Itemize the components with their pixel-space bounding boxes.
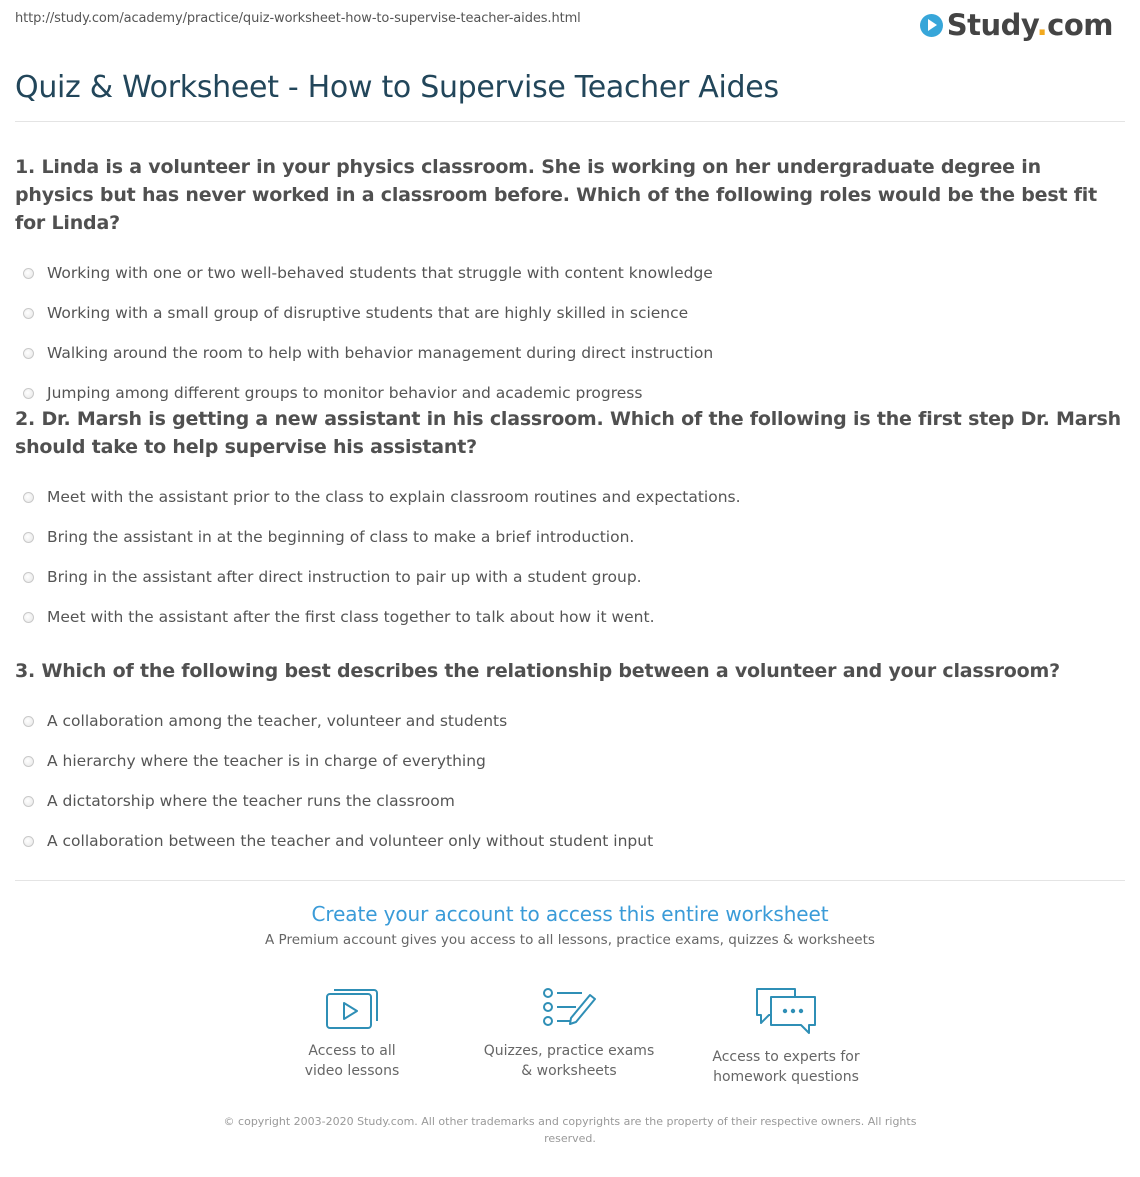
answer-option[interactable]: [15, 477, 1125, 517]
answer-label: Meet with the assistant after the first class together to talk about how it went.: [47, 608, 655, 626]
answer-option[interactable]: [15, 517, 1125, 557]
answer-label: Working with a small group of disruptive students that are highly skilled in science: [47, 304, 689, 322]
answer-option[interactable]: [15, 557, 1125, 597]
create-account-section: [15, 902, 1125, 948]
radio-button-icon[interactable]: [23, 268, 34, 279]
title-divider: [15, 121, 1125, 122]
answer-label: Jumping among different groups to monitor behavior and academic progress: [47, 384, 643, 402]
premium-description: A Premium account gives you access to all lessons, practice exams, quizzes & worksheets: [265, 932, 875, 948]
question-1: [15, 153, 1125, 413]
answer-option[interactable]: [15, 597, 1125, 637]
feature-experts: [686, 985, 886, 1087]
feature-label: Access to all video lessons: [304, 1043, 400, 1079]
create-account-link[interactable]: Create your account to access this entire worksheet: [311, 902, 829, 926]
question-2: [15, 405, 1125, 637]
radio-button-icon[interactable]: [23, 572, 34, 583]
answer-label: A dictatorship where the teacher runs the classroom: [47, 792, 455, 810]
answer-option[interactable]: [15, 701, 1125, 741]
answer-list: [15, 253, 1125, 413]
answer-label: Bring the assistant in at the beginning of class to make a brief introduction.: [47, 528, 635, 546]
answer-label: A collaboration between the teacher and volunteer only without student input: [47, 832, 654, 850]
radio-button-icon[interactable]: [23, 836, 34, 847]
study-logo[interactable]: [920, 8, 1113, 42]
answer-label: Meet with the assistant prior to the class to explain classroom routines and expectations.: [47, 488, 741, 506]
chat-bubbles-icon: [753, 985, 819, 1037]
answer-option[interactable]: [15, 293, 1125, 333]
page-url[interactable]: http://study.com/academy/practice/quiz-worksheet-how-to-supervise-teacher-aides.html: [15, 11, 581, 26]
play-logo-icon: [920, 14, 943, 37]
answer-list: [15, 701, 1125, 861]
answer-option[interactable]: [15, 741, 1125, 781]
question-text: 3. Which of the following best describes the relationship between a volunteer and your classroom?: [15, 660, 1060, 682]
feature-label: Quizzes, practice exams & worksheets: [483, 1043, 655, 1079]
radio-button-icon[interactable]: [23, 532, 34, 543]
radio-button-icon[interactable]: [23, 348, 34, 359]
answer-label: Bring in the assistant after direct instruction to pair up with a student group.: [47, 568, 642, 586]
answer-label: Working with one or two well-behaved students that struggle with content knowledge: [47, 264, 713, 282]
radio-button-icon[interactable]: [23, 308, 34, 319]
radio-button-icon[interactable]: [23, 756, 34, 767]
answer-option[interactable]: [15, 253, 1125, 293]
cta-divider: [15, 880, 1125, 881]
answer-option[interactable]: [15, 821, 1125, 861]
page-title: Quiz & Worksheet - How to Supervise Teacher Aides: [15, 70, 779, 105]
top-bar: [15, 0, 1125, 50]
premium-features: [0, 985, 1140, 1085]
video-lesson-icon: [324, 985, 380, 1031]
logo-text: Study.com: [946, 8, 1113, 42]
answer-label: A hierarchy where the teacher is in charge of everything: [47, 752, 486, 770]
radio-button-icon[interactable]: [23, 492, 34, 503]
answer-label: A collaboration among the teacher, volunteer and students: [47, 712, 508, 730]
radio-button-icon[interactable]: [23, 796, 34, 807]
question-text: 2. Dr. Marsh is getting a new assistant in his classroom. Which of the following is the first step Dr. Marsh should take to help supervise his assistant?: [15, 408, 1121, 458]
radio-button-icon[interactable]: [23, 388, 34, 399]
question-text: 1. Linda is a volunteer in your physics classroom. She is working on her undergraduate degree in physics but has never worked in a classroom before. Which of the following roles would be the best fit for Linda?: [15, 156, 1097, 234]
feature-label: Access to experts for homework questions: [712, 1049, 860, 1085]
answer-list: [15, 477, 1125, 637]
radio-button-icon[interactable]: [23, 612, 34, 623]
answer-option[interactable]: [15, 781, 1125, 821]
copyright-notice: © copyright 2003-2020 Study.com. All other trademarks and copyrights are the property of their respective owners. All rights reserved.: [223, 1115, 917, 1145]
answer-label: Walking around the room to help with behavior management during direct instruction: [47, 344, 714, 362]
question-3: [15, 657, 1125, 861]
answer-option[interactable]: [15, 333, 1125, 373]
quiz-checklist-icon: [540, 985, 598, 1031]
radio-button-icon[interactable]: [23, 716, 34, 727]
feature-video-lessons: [252, 985, 452, 1081]
feature-quizzes: [469, 985, 669, 1081]
